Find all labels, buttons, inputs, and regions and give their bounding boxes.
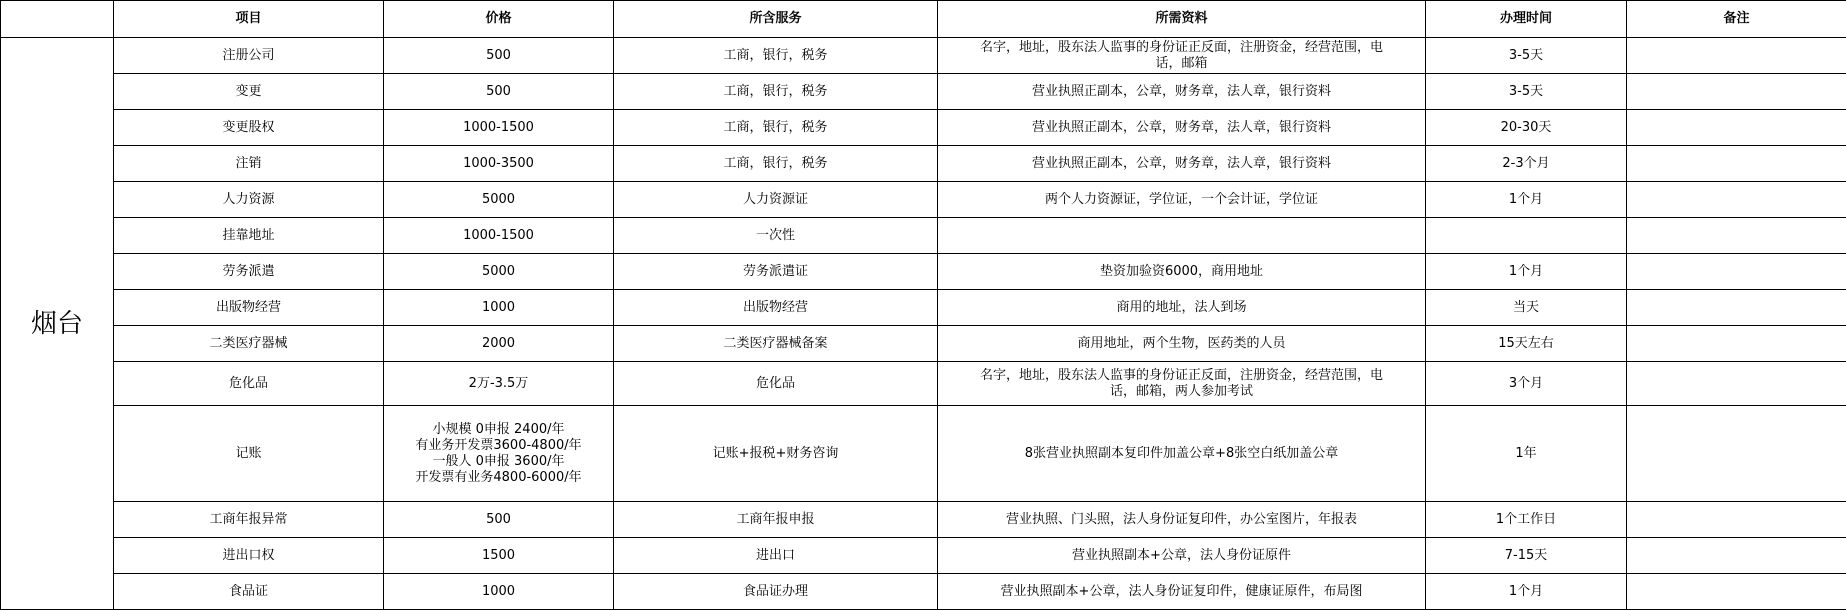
price-cell: 5000 <box>384 182 614 218</box>
header-row <box>1 1 1846 38</box>
time-cell: 1个月 <box>1426 574 1627 610</box>
table-row <box>1 326 1846 362</box>
price-cell: 1000 <box>384 574 614 610</box>
time-cell: 当天 <box>1426 290 1627 326</box>
price-cell: 1000-1500 <box>384 110 614 146</box>
item-cell: 工商年报异常 <box>114 502 384 538</box>
services-cell: 人力资源证 <box>614 182 938 218</box>
item-cell: 进出口权 <box>114 538 384 574</box>
item-cell: 出版物经营 <box>114 290 384 326</box>
note-cell <box>1627 406 1846 502</box>
materials-cell: 垫资加验资6000，商用地址 <box>938 254 1426 290</box>
item-cell: 二类医疗器械 <box>114 326 384 362</box>
note-cell <box>1627 182 1846 218</box>
table-row <box>1 38 1846 74</box>
services-cell: 工商，银行，税务 <box>614 110 938 146</box>
item-cell: 变更 <box>114 74 384 110</box>
materials-cell: 营业执照副本+公章，法人身份证复印件，健康证原件，布局图 <box>938 574 1426 610</box>
materials-cell <box>938 218 1426 254</box>
header-time: 办理时间 <box>1426 1 1627 38</box>
price-cell: 2万-3.5万 <box>384 362 614 406</box>
time-cell: 1个月 <box>1426 254 1627 290</box>
time-cell: 1个月 <box>1426 182 1627 218</box>
time-cell: 3个月 <box>1426 362 1627 406</box>
time-cell: 2-3个月 <box>1426 146 1627 182</box>
price-cell: 500 <box>384 38 614 74</box>
price-cell: 500 <box>384 502 614 538</box>
materials-cell: 营业执照副本+公章，法人身份证原件 <box>938 538 1426 574</box>
services-cell: 二类医疗器械备案 <box>614 326 938 362</box>
table-row <box>1 574 1846 610</box>
header-materials: 所需资料 <box>938 1 1426 38</box>
table-row <box>1 146 1846 182</box>
materials-cell: 营业执照正副本，公章，财务章，法人章，银行资料 <box>938 74 1426 110</box>
table-row <box>1 538 1846 574</box>
materials-cell: 8张营业执照副本复印件加盖公章+8张空白纸加盖公章 <box>938 406 1426 502</box>
item-cell: 危化品 <box>114 362 384 406</box>
table-row <box>1 182 1846 218</box>
item-cell: 变更股权 <box>114 110 384 146</box>
note-cell <box>1627 74 1846 110</box>
item-cell: 注销 <box>114 146 384 182</box>
table-row <box>1 290 1846 326</box>
note-cell <box>1627 218 1846 254</box>
time-cell: 1个工作日 <box>1426 502 1627 538</box>
note-cell <box>1627 326 1846 362</box>
services-cell: 一次性 <box>614 218 938 254</box>
note-cell <box>1627 146 1846 182</box>
item-cell: 人力资源 <box>114 182 384 218</box>
time-cell: 3-5天 <box>1426 38 1627 74</box>
time-cell: 15天左右 <box>1426 326 1627 362</box>
services-cell: 工商年报申报 <box>614 502 938 538</box>
services-cell: 危化品 <box>614 362 938 406</box>
services-cell: 记账+报税+财务咨询 <box>614 406 938 502</box>
services-cell: 出版物经营 <box>614 290 938 326</box>
region-cell: 烟台 <box>1 38 114 610</box>
materials-cell: 商用地址，两个生物，医药类的人员 <box>938 326 1426 362</box>
materials-cell: 名字，地址，股东法人监事的身份证正反面，注册资金，经营范围，电 话，邮箱 <box>938 38 1426 74</box>
table-row <box>1 254 1846 290</box>
price-cell: 1000-1500 <box>384 218 614 254</box>
table-row <box>1 110 1846 146</box>
note-cell <box>1627 110 1846 146</box>
services-cell: 工商，银行，税务 <box>614 74 938 110</box>
materials-cell: 商用的地址，法人到场 <box>938 290 1426 326</box>
table-row <box>1 218 1846 254</box>
note-cell <box>1627 502 1846 538</box>
item-cell: 注册公司 <box>114 38 384 74</box>
price-cell: 1000 <box>384 290 614 326</box>
table-row <box>1 406 1846 502</box>
materials-cell: 营业执照正副本，公章，财务章，法人章，银行资料 <box>938 146 1426 182</box>
time-cell: 3-5天 <box>1426 74 1627 110</box>
materials-cell: 营业执照、门头照，法人身份证复印件，办公室图片，年报表 <box>938 502 1426 538</box>
price-cell: 1000-3500 <box>384 146 614 182</box>
item-cell: 记账 <box>114 406 384 502</box>
note-cell <box>1627 290 1846 326</box>
time-cell: 1年 <box>1426 406 1627 502</box>
table-row <box>1 502 1846 538</box>
header-price: 价格 <box>384 1 614 38</box>
item-cell: 劳务派遣 <box>114 254 384 290</box>
materials-cell: 两个人力资源证，学位证，一个会计证，学位证 <box>938 182 1426 218</box>
services-cell: 进出口 <box>614 538 938 574</box>
time-cell <box>1426 218 1627 254</box>
services-cell: 工商，银行，税务 <box>614 38 938 74</box>
note-cell <box>1627 254 1846 290</box>
time-cell: 20-30天 <box>1426 110 1627 146</box>
note-cell <box>1627 538 1846 574</box>
item-cell: 挂靠地址 <box>114 218 384 254</box>
header-note: 备注 <box>1627 1 1846 38</box>
services-cell: 劳务派遣证 <box>614 254 938 290</box>
note-cell <box>1627 38 1846 74</box>
price-cell: 2000 <box>384 326 614 362</box>
services-cell: 食品证办理 <box>614 574 938 610</box>
table-row <box>1 74 1846 110</box>
time-cell: 7-15天 <box>1426 538 1627 574</box>
services-cell: 工商，银行，税务 <box>614 146 938 182</box>
price-cell: 1500 <box>384 538 614 574</box>
item-cell: 食品证 <box>114 574 384 610</box>
header-region <box>1 1 114 38</box>
price-cell: 500 <box>384 74 614 110</box>
price-cell: 小规模 0申报 2400/年 有业务开发票3600-4800/年 一般人 0申报 3600/年 开发票有业务4800-6000/年 <box>384 406 614 502</box>
price-cell: 5000 <box>384 254 614 290</box>
note-cell <box>1627 574 1846 610</box>
header-item: 项目 <box>114 1 384 38</box>
header-services: 所含服务 <box>614 1 938 38</box>
materials-cell: 名字，地址，股东法人监事的身份证正反面，注册资金，经营范围，电 话，邮箱，两人参加考试 <box>938 362 1426 406</box>
note-cell <box>1627 362 1846 406</box>
table-row <box>1 362 1846 406</box>
materials-cell: 营业执照正副本，公章，财务章，法人章，银行资料 <box>938 110 1426 146</box>
